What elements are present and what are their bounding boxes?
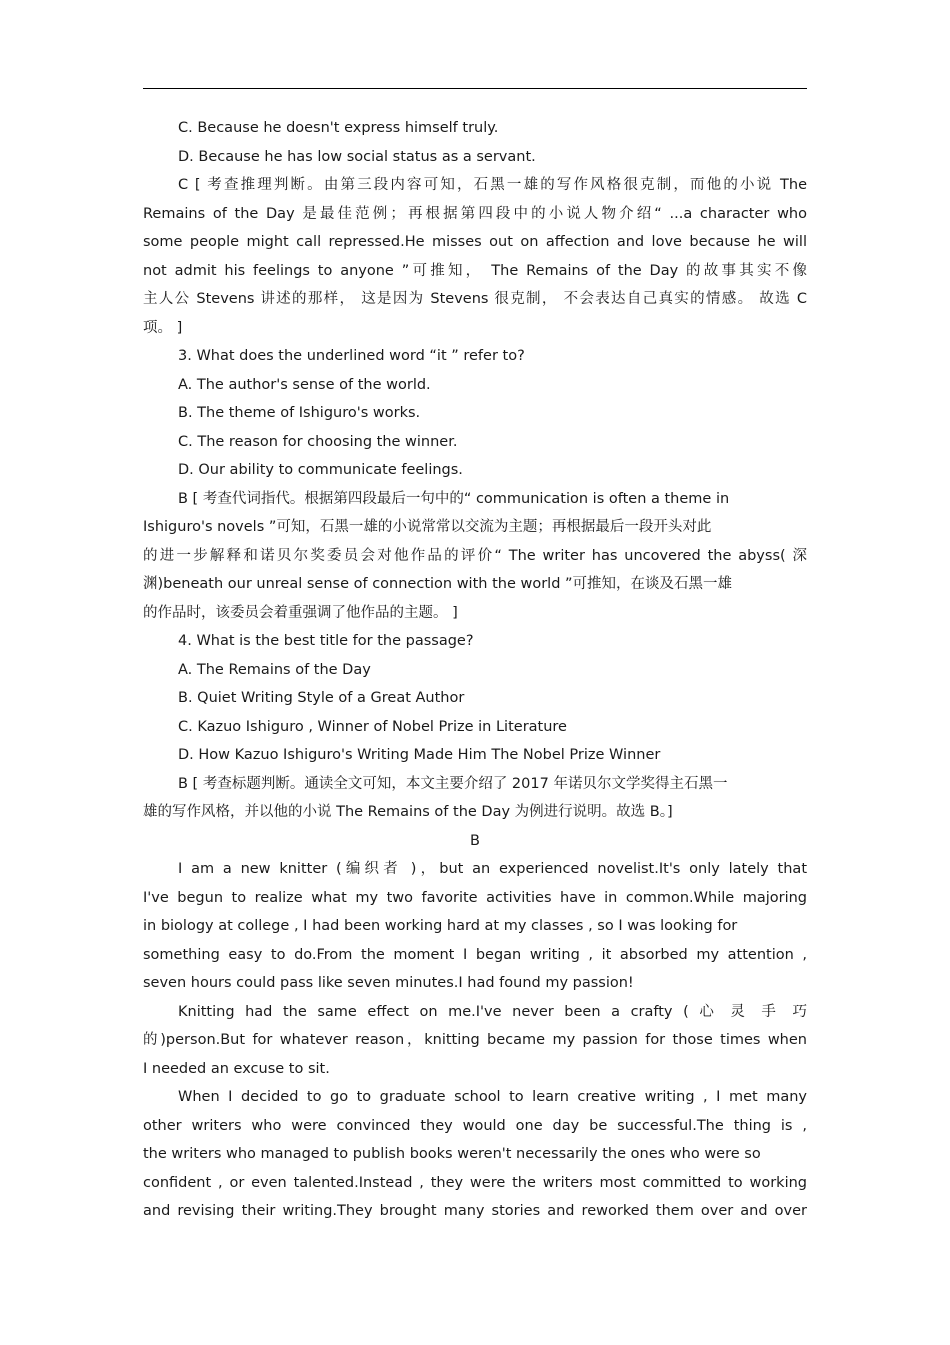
option-b: B. Quiet Writing Style of a Great Author bbox=[178, 690, 465, 706]
answer-explanation: C [ 考查推理判断。由第三段内容可知，石黑一雄的写作风格很克制，而他的小说 The bbox=[178, 177, 807, 193]
question-3: 3. What does the underlined word “it ” refer to? bbox=[178, 348, 525, 364]
section-heading: B bbox=[470, 832, 480, 849]
passage-line: the writers who managed to publish books weren't necessarily the ones who were so bbox=[143, 1146, 761, 1162]
option-a: A. The Remains of the Day bbox=[178, 661, 371, 678]
passage-line: in biology at college , I had been working hard at my classes , so I was looking for bbox=[143, 918, 738, 934]
option-c: C. Because he doesn't express himself truly. bbox=[178, 120, 499, 136]
answer-explanation: B [ 考查代词指代。根据第四段最后一句中的“ communication is often a theme in bbox=[178, 490, 730, 507]
answer-explanation: B [ 考查标题判断。通读全文可知，本文主要介绍了 2017 年诺贝尔文学奖得主石黑一 bbox=[178, 775, 728, 792]
passage-line: I needed an excuse to sit. bbox=[143, 1060, 330, 1077]
answer-explanation: 主人公 Stevens 讲述的那样， 这是因为 Stevens 很克制， 不会表达自己真实的情感。 故选 C bbox=[143, 291, 807, 307]
answer-explanation: 的作品时，该委员会着重强调了他作品的主题。 ] bbox=[143, 604, 458, 621]
passage-line: 的)person.But for whatever reason，knitting became my passion for those times when bbox=[143, 1032, 807, 1048]
document-body bbox=[143, 114, 807, 1226]
answer-explanation: Remains of the Day 是最佳范例；再根据第四段中的小说人物介绍“ ...a character who bbox=[143, 205, 807, 222]
passage-line: confident , or even talented.Instead , they were the writers most committed to working bbox=[143, 1174, 807, 1191]
passage-line: Knitting had the same effect on me.I've never been a crafty ( 心 灵 手 巧 bbox=[178, 1003, 807, 1020]
option-c: C. The reason for choosing the winner. bbox=[178, 433, 458, 450]
header-rule bbox=[143, 88, 807, 89]
passage-line: and revising their writing.They brought many stories and reworked them over and over bbox=[143, 1203, 807, 1219]
option-d: D. Because he has low social status as a servant. bbox=[178, 148, 536, 165]
passage-line: other writers who were convinced they would one day be successful.The thing is , bbox=[143, 1117, 807, 1134]
option-d: D. Our ability to communicate feelings. bbox=[178, 462, 463, 478]
question-4: 4. What is the best title for the passage? bbox=[178, 633, 474, 649]
option-a: A. The author's sense of the world. bbox=[178, 376, 431, 393]
answer-explanation: 雄的写作风格，并以他的小说 The Remains of the Day 为例进行说明。故选 B。] bbox=[143, 804, 673, 820]
option-d: D. How Kazuo Ishiguro's Writing Made Him The Nobel Prize Winner bbox=[178, 747, 661, 763]
passage-line: seven hours could pass like seven minutes.I had found my passion! bbox=[143, 975, 634, 991]
passage-line: something easy to do.From the moment I began writing , it absorbed my attention , bbox=[143, 946, 807, 963]
passage-line: I've begun to realize what my two favorite activities have in common.While majoring bbox=[143, 889, 807, 906]
option-c: C. Kazuo Ishiguro , Winner of Nobel Prize in Literature bbox=[178, 718, 567, 735]
option-b: B. The theme of Ishiguro's works. bbox=[178, 405, 421, 421]
answer-explanation: 的进一步解释和诺贝尔奖委员会对他作品的评价“ The writer has uncovered the abyss( 深 bbox=[143, 547, 807, 564]
answer-explanation: 项。 ] bbox=[143, 319, 183, 336]
passage-line: I am a new knitter (编织者 )，but an experienced novelist.It's only lately that bbox=[178, 861, 807, 877]
answer-explanation: not admit his feelings to anyone ”可推知， The Remains of the Day 的故事其实不像 bbox=[143, 262, 807, 279]
passage-line: When I decided to go to graduate school to learn creative writing , I met many bbox=[178, 1089, 807, 1105]
answer-explanation: Ishiguro's novels ”可知，石黑一雄的小说常常以交流为主题；再根据最后一段开头对此 bbox=[143, 519, 712, 535]
answer-explanation: some people might call repressed.He misses out on affection and love because he will bbox=[143, 234, 807, 250]
answer-explanation: 渊)beneath our unreal sense of connection with the world ”可推知，在谈及石黑一雄 bbox=[143, 576, 733, 592]
